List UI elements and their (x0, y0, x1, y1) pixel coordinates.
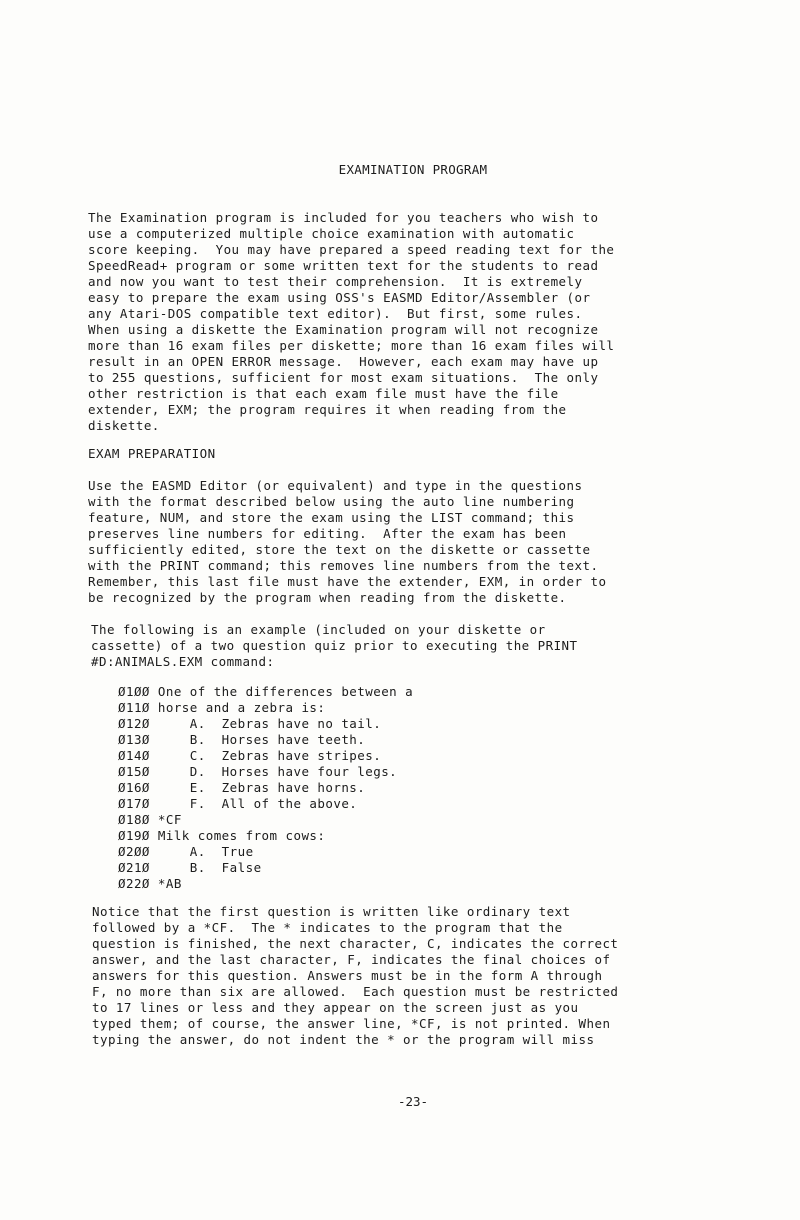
preparation-paragraph: Use the EASMD Editor (or equivalent) and type in the questions with the format described below using the auto line numbering feature, NUM, and store the exam using the LIST command; this preserves line numbers for editing. After the exam has been sufficiently edited, store the text on the diskette or cassette with the PRINT command; this removes line numbers from the text. Remember, this last file must have the extender, EXM, in order to be recognized by the program when reading from the diskette. (88, 478, 607, 605)
example-intro-paragraph: The following is an example (included on your diskette or cassette) of a two question quiz prior to executing the PRINT #D:ANIMALS.EXM command: (91, 622, 578, 669)
page-title: EXAMINATION PROGRAM (338, 162, 488, 177)
notice-paragraph: Notice that the first question is written like ordinary text followed by a *CF. The * indicates to the program that the question is finished, the next character, C, indicates the correct answer, and the last character, F, indicates the final choices of answers for this question. Answers must be in the form A through F, no more than six are allowed. Each question must be restricted to 17 lines or less and they appear on the screen just as you typed them; of course, the answer line, *CF, is not printed. When typing the answer, do not indent the * or the program will miss (92, 904, 619, 1047)
intro-paragraph: The Examination program is included for you teachers who wish to use a computerized multiple choice examination with automatic score keeping. You may have prepared a speed reading text for the SpeedRead+ program or some written text for the students to read and now you want to test their comprehension. It is extremely easy to prepare the exam using OSS's EASMD Editor/Assembler (or any Atari-DOS compatible text editor). But first, some rules. When using a diskette the Examination program will not recognize more than 16 exam files per diskette; more than 16 exam files will result in an OPEN ERROR message. However, each exam may have up to 255 questions, sufficient for most exam situations. The only other restriction is that each exam file must have the file extender, EXM; the program requires it when reading from the diskette. (88, 210, 615, 433)
page-number: -23- (397, 1094, 429, 1109)
code-listing: Ø1ØØ One of the differences between a Ø11Ø horse and a zebra is: Ø12Ø A. Zebras have no tail. Ø13Ø B. Horses have teeth. Ø14Ø C. Zebras have stripes. Ø15Ø D. Horses have four legs. Ø16Ø E. Zebras have horns. Ø17Ø F. All of the above. Ø18Ø *CF Ø19Ø Milk comes from cows: Ø2ØØ A. True Ø21Ø B. False Ø22Ø *AB (118, 684, 414, 891)
section-heading: EXAM PREPARATION (88, 446, 216, 461)
